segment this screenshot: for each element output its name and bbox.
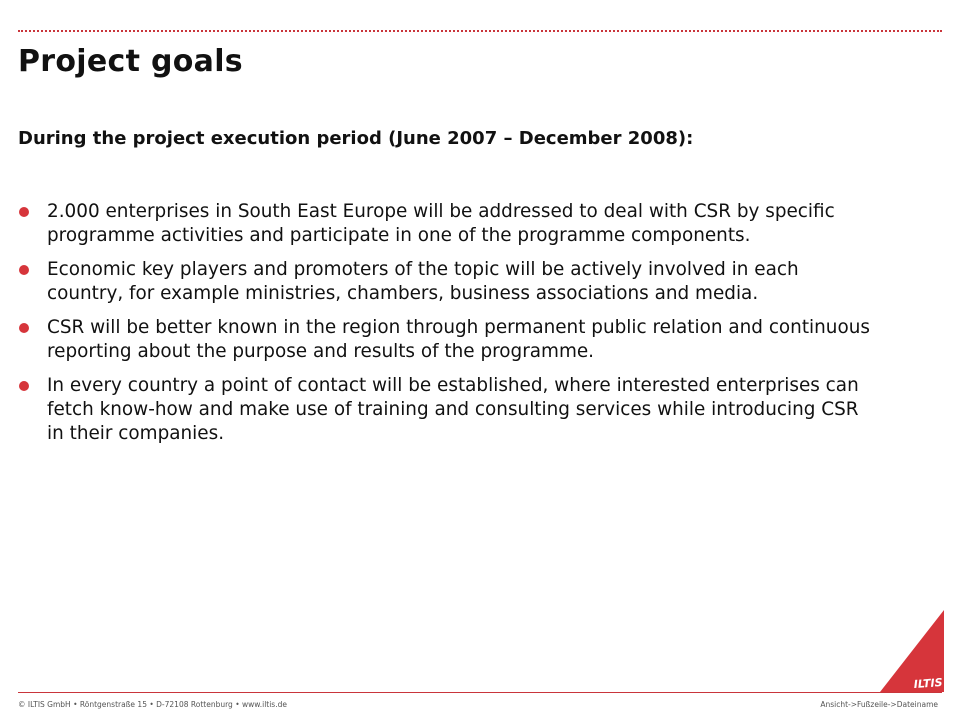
bullet-text: 2.000 enterprises in South East Europe will be addressed to deal with CSR by specific programme activities and participate in one of the programme components. bbox=[47, 201, 835, 246]
footer-address: © ILTIS GmbH • Röntgenstraße 15 • D-72108 Rottenburg • www.iltis.de bbox=[18, 700, 287, 709]
top-dotted-rule bbox=[18, 30, 942, 32]
bullet-dot-icon bbox=[19, 323, 29, 333]
list-item bbox=[18, 374, 878, 446]
slide-title: Project goals bbox=[18, 44, 243, 79]
footer-filename: Ansicht->Fußzeile->Dateiname bbox=[820, 700, 938, 709]
bullet-text: CSR will be better known in the region through permanent public relation and continuous reporting about the purpose and results of the programme. bbox=[47, 317, 870, 362]
list-item bbox=[18, 258, 878, 306]
list-item bbox=[18, 316, 878, 364]
bullet-text: Economic key players and promoters of the topic will be actively involved in each country, for example ministries, chambers, business associations and media. bbox=[47, 259, 799, 304]
slide-subtitle: During the project execution period (June 2007 – December 2008): bbox=[18, 128, 694, 149]
bullet-dot-icon bbox=[19, 265, 29, 275]
goal-bullet-list bbox=[18, 200, 878, 456]
bullet-text: In every country a point of contact will be established, where interested enterprises can fetch know-how and make use of training and consulting services while introducing CSR in their companies. bbox=[47, 375, 859, 444]
logo-text: ILTIS bbox=[913, 676, 943, 691]
bullet-dot-icon bbox=[19, 381, 29, 391]
iltis-logo bbox=[880, 610, 944, 692]
footer-rule bbox=[18, 692, 942, 693]
list-item bbox=[18, 200, 878, 248]
bullet-dot-icon bbox=[19, 207, 29, 217]
